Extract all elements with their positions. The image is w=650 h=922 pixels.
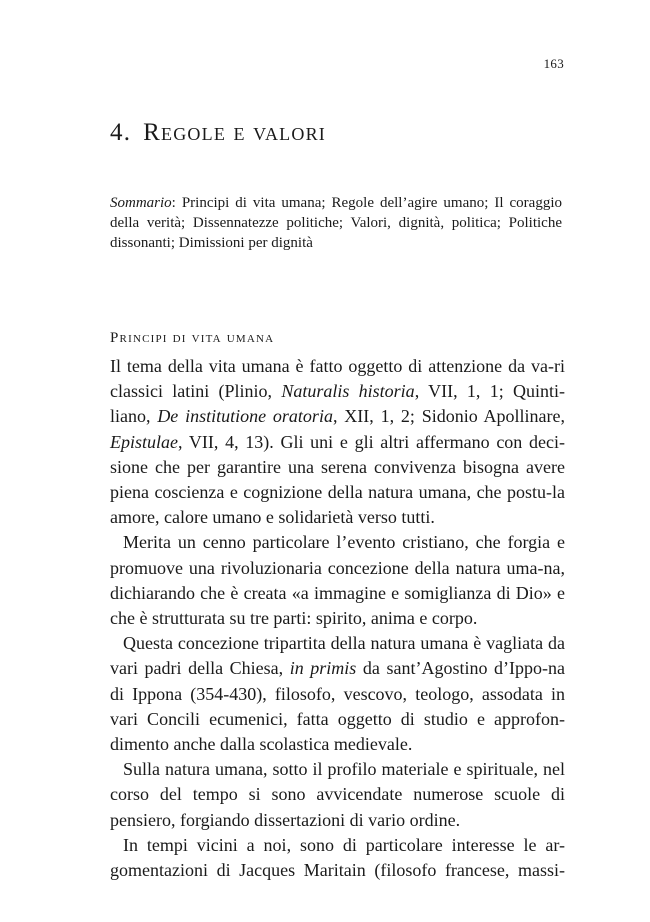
page-number: 163 <box>543 56 564 71</box>
paragraph-2: Merita un cenno particolare l’evento cristiano, che forgia e promuove una rivoluzionaria concezione della natura uma-na, dichiarando che è creata «a immagine e somiglianza di Dio» e che è strutturata su tre parti: spirito, anima e corpo. <box>110 532 565 629</box>
chapter-title-text: Regole e valori <box>143 119 326 146</box>
paragraph-1 <box>110 354 565 530</box>
work-title-epistulae: Epistulae <box>110 431 178 452</box>
paragraph-1-text-g: , VII, 4, 13). Gli uni e gli altri affermano con deci-sione che per garantire una serena convivenza bisogna avere piena coscienza e cognizione della natura umana, che postu-la amore, calore umano e solidarietà verso tutti. <box>110 431 565 528</box>
paragraph-1-text-a: Il tema della vita umana è fatto oggetto di attenzione da va-ri classici latini (Plinio, <box>110 356 565 402</box>
paragraph-4: Sulla natura umana, sotto il profilo materiale e spirituale, nel corso del tempo si sono avvicendate numerose scuole di pensiero, forgiando dissertazioni di vario ordine. <box>110 759 565 830</box>
paragraph-3-text-c: da sant’Agostino d’Ippo-na di Ippona (354-430), filosofo, vescovo, teologo, assodata in vari Concili ecumenici, fatta oggetto di studio e approfon-dimento anche dalla scolastica medievale. <box>110 658 565 755</box>
paragraph-1-text-c: , VII, 1, 1; Quinti-liano, <box>110 381 566 427</box>
chapter-summary <box>110 193 562 253</box>
chapter-number: 4. <box>110 119 132 146</box>
summary-text: : Principi di vita umana; Regole dell’agire umano; Il coraggio della verità; Dissennatezze politiche; Valori, dignità, politica; Politiche dissonanti; Dimissioni per dignità <box>110 195 562 251</box>
body-text <box>110 354 565 883</box>
paragraph-1-text-e: , XII, 1, 2; Sidonio Apollinare, <box>332 406 566 427</box>
chapter-title <box>110 119 326 147</box>
paragraph-3-text-a: Questa concezione tripartita della natura umana è vagliata da vari padri della Chiesa, <box>110 633 565 679</box>
section-heading: Principi di vita umana <box>110 330 275 346</box>
paragraph-5: In tempi vicini a noi, sono di particolare interesse le ar-gomentazioni di Jacques Maritain (filosofo francese, massi- <box>110 834 565 881</box>
phrase-in-primis: in primis <box>289 658 357 679</box>
work-title-de-institutione-oratoria: De institutione oratoria <box>157 406 333 427</box>
work-title-naturalis-historia: Naturalis historia <box>281 381 415 402</box>
paragraph-3 <box>110 631 565 757</box>
summary-label: Sommario <box>110 195 172 211</box>
